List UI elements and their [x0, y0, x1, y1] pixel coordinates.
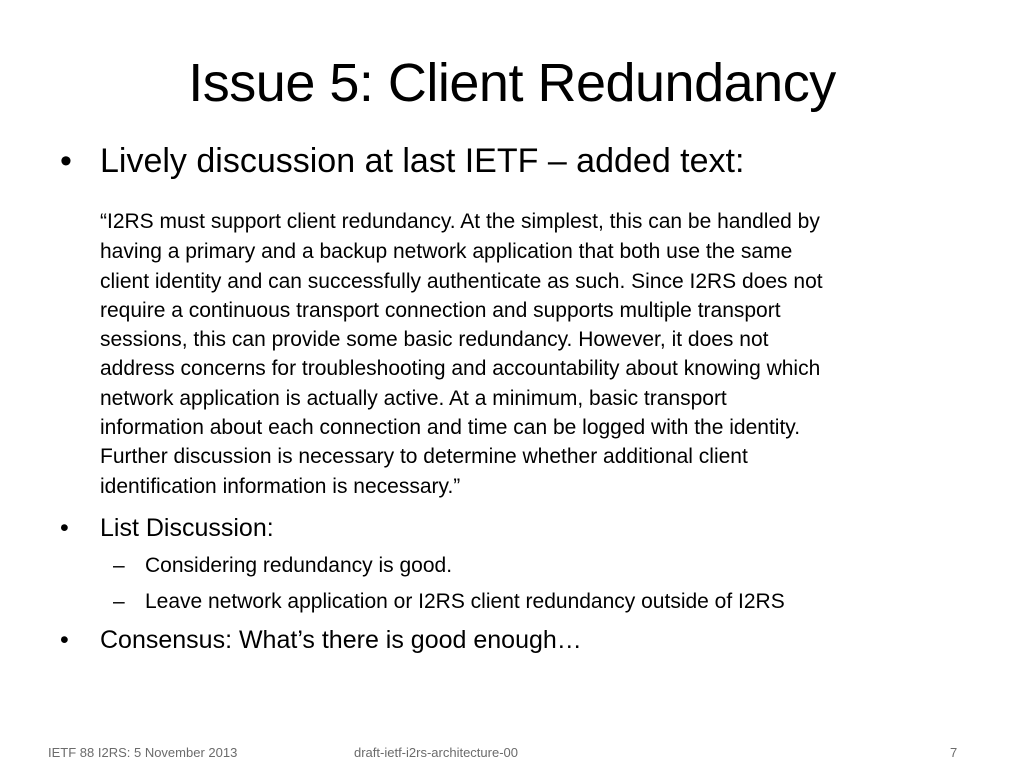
bullet-marker: •: [60, 142, 72, 180]
sub-bullet-marker: –: [113, 590, 125, 613]
bullet-marker: •: [60, 626, 69, 654]
quote-line: “I2RS must support client redundancy. At the simplest, this can be handled by: [100, 210, 820, 233]
footer-event-date: IETF 88 I2RS: 5 November 2013: [48, 745, 238, 760]
quote-line: sessions, this can provide some basic redundancy. However, it does not: [100, 328, 769, 352]
sub-bullet-text: Considering redundancy is good.: [145, 554, 453, 577]
footer-page-number: 7: [950, 745, 958, 760]
bullet-marker: •: [60, 514, 69, 542]
quote-line: address concerns for troubleshooting and accountability about knowing which: [100, 357, 821, 381]
slide-title: Issue 5: Client Redundancy: [188, 53, 836, 113]
bullet-text: Lively discussion at last IETF – added text:: [100, 142, 745, 180]
sub-bullet-text: Leave network application or I2RS client redundancy outside of I2RS: [145, 590, 785, 613]
sub-bullet-marker: –: [113, 554, 125, 577]
footer-draft-name: draft-ietf-i2rs-architecture-00: [354, 745, 518, 760]
quote-line: identification information is necessary.”: [100, 474, 461, 498]
bullet-text: List Discussion:: [100, 514, 274, 542]
quote-line: information about each connection and time can be logged with the identity.: [100, 416, 801, 440]
quote-line: require a continuous transport connection and supports multiple transport: [100, 298, 781, 322]
quoted-text-block: [100, 207, 970, 501]
quote-line: having a primary and a backup network application that both use the same: [100, 240, 793, 264]
quote-line: network application is actually active. At a minimum, basic transport: [100, 386, 727, 410]
quote-line: client identity and can successfully authenticate as such. Since I2RS does not: [100, 269, 823, 293]
quote-line: Further discussion is necessary to determine whether additional client: [100, 445, 748, 469]
bullet-text: Consensus: What’s there is good enough…: [100, 626, 582, 654]
